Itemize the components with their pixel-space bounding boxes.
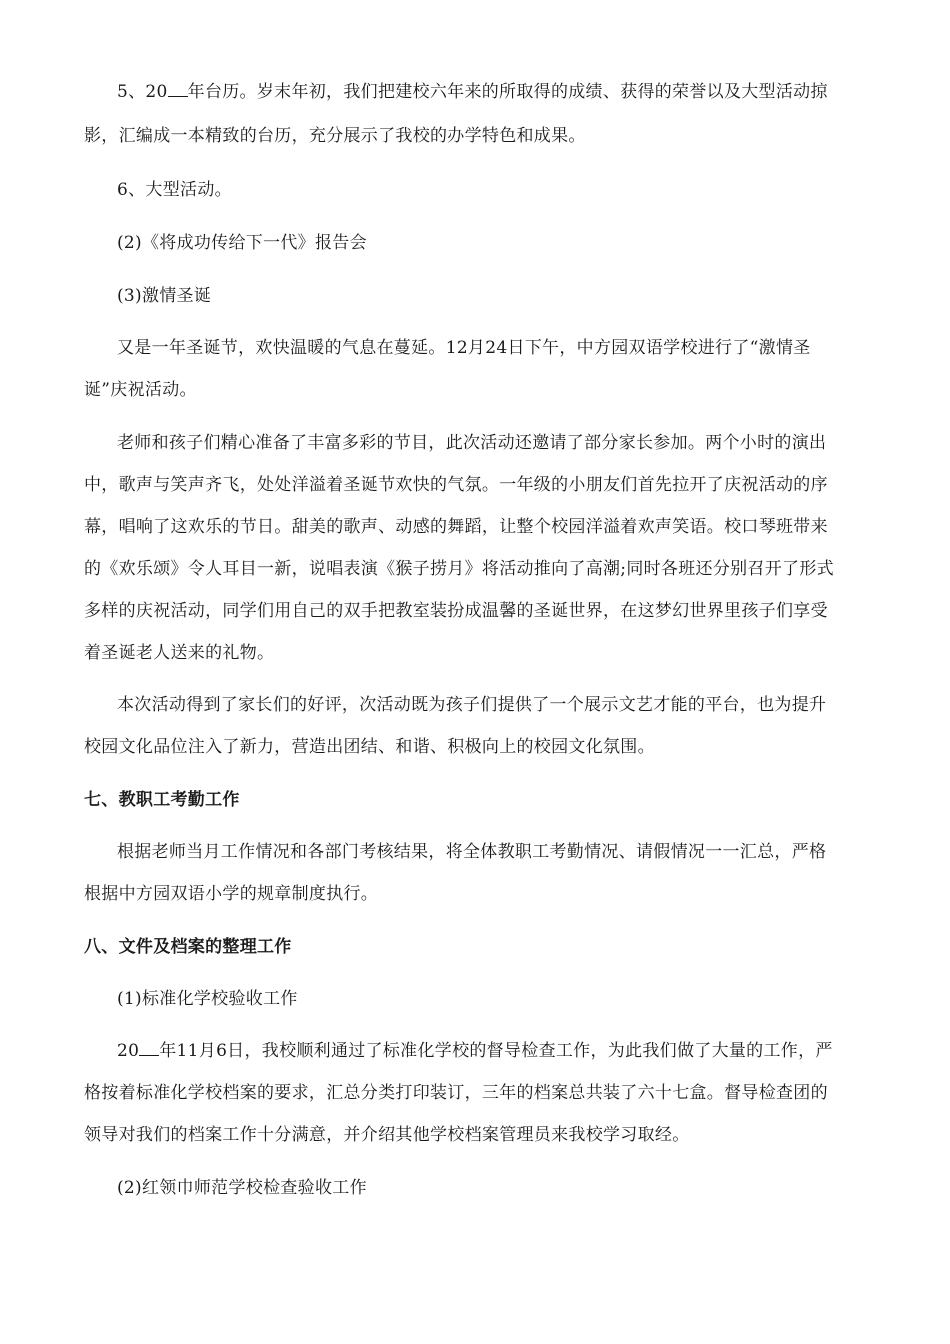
year-blank	[168, 82, 188, 97]
body-year-prefix: 20	[117, 1041, 140, 1061]
section-8-sub-2: (2)红领巾师范学校检查验收工作	[117, 1178, 367, 1198]
section-7-line-2: 根据中方园双语小学的规章制度执行。	[84, 884, 379, 904]
section-7-line-1: 根据老师当月工作情况和各部门考核结果，将全体教职工考勤情况、请假情况一一汇总，严格	[117, 842, 827, 862]
section-8-body-line-3: 领导对我们的档案工作十分满意，并介绍其他学校档案管理员来我校学习取经。	[84, 1125, 690, 1145]
christmas-intro-line-1: 又是一年圣诞节，欢快温暖的气息在蔓延。12月24日下午，中方园双语学校进行了“激情圣	[117, 338, 811, 358]
item-christmas: (3)激情圣诞	[117, 286, 212, 306]
christmas-intro-line-2: 诞”庆祝活动。	[84, 380, 197, 400]
section-7-heading: 七、教职工考勤工作	[84, 790, 240, 810]
paragraph-calendar-line-2: 影，汇编成一本精致的台历，充分展示了我校的办学特色和成果。	[84, 126, 586, 146]
christmas-summary-line-2: 校园文化品位注入了新力，营造出团结、和谐、积极向上的校园文化氛围。	[84, 737, 655, 757]
section-8-body-line-1	[117, 1041, 833, 1061]
christmas-detail-line-2: 中，歌声与笑声齐飞，处处洋溢着圣诞节欢快的气氛。一年级的小朋友们首先拉开了庆祝活动的序	[84, 475, 828, 495]
christmas-detail-line-4: 的《欢乐颂》令人耳目一新，说唱表演《猴子捞月》将活动推向了高潮;同时各班还分别召开了形式	[84, 559, 834, 579]
christmas-detail-line-6: 着圣诞老人送来的礼物。	[84, 643, 275, 663]
item-large-activities: 6、大型活动。	[117, 180, 232, 200]
section-8-sub-1: (1)标准化学校验收工作	[117, 989, 298, 1009]
body-text: 年11月6日，我校顺利通过了标准化学校的督导检查工作，为此我们做了大量的工作，严	[159, 1041, 833, 1061]
christmas-summary-line-1: 本次活动得到了家长们的好评，次活动既为孩子们提供了一个展示文艺才能的平台，也为提升	[117, 695, 827, 715]
item-report-meeting: (2)《将成功传给下一代》报告会	[117, 233, 367, 253]
christmas-detail-line-1: 老师和孩子们精心准备了丰富多彩的节目，此次活动还邀请了部分家长参加。两个小时的演出	[117, 433, 827, 453]
section-8-heading: 八、文件及档案的整理工作	[84, 937, 292, 957]
section-8-body-line-2: 格按着标准化学校档案的要求，汇总分类打印装订，三年的档案总共装了六十七盒。督导检查团的	[84, 1083, 828, 1103]
christmas-detail-line-3: 幕，唱响了这欢乐的节日。甜美的歌声、动感的舞蹈，让整个校园洋溢着欢声笑语。校口琴班带来	[84, 517, 828, 537]
christmas-detail-line-5: 多样的庆祝活动，同学们用自己的双手把教室装扮成温馨的圣诞世界，在这梦幻世界里孩子们享受	[84, 601, 828, 621]
paragraph-calendar-line-1	[117, 82, 828, 102]
calendar-year-prefix: 5、20	[117, 82, 168, 102]
calendar-text: 年台历。岁末年初，我们把建校六年来的所取得的成绩、获得的荣誉以及大型活动掠	[187, 82, 828, 102]
year-blank	[139, 1041, 159, 1056]
